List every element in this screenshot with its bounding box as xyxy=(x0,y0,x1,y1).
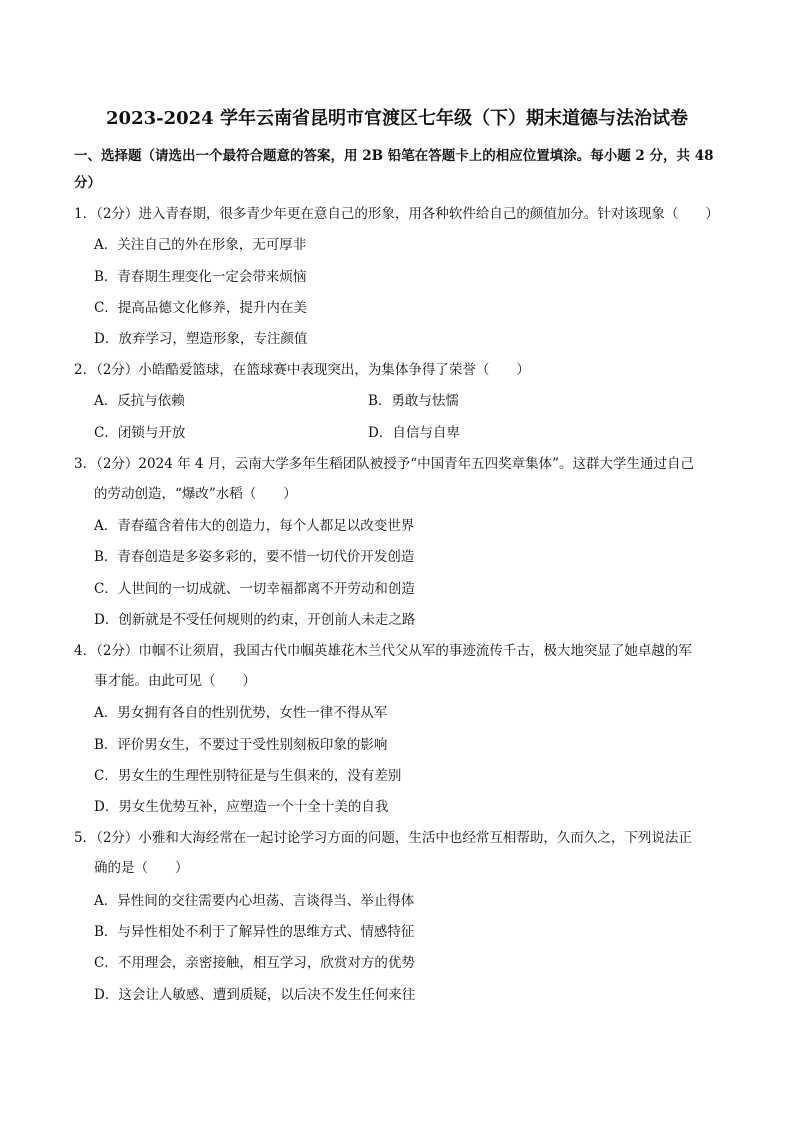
question-1-option-d: D．放弃学习，塑造形象，专注颜值 xyxy=(94,331,308,347)
question-stem: 3．（2分）2024 年 4 月，云南大学多年生稻团队被授予“中国青年五四奖章集体”。这群大学生通过自己 xyxy=(74,456,695,472)
question-1-option-c: C．提高品德文化修养，提升内在美 xyxy=(94,300,307,316)
question-1-stem xyxy=(74,199,734,229)
question-stem: 4．（2分）巾帼不让须眉，我国古代巾帼英雄花木兰代父从军的事迹流传千古，极大地突显了她卓越的军 xyxy=(74,643,692,659)
question-5-option-c: C．不用理会，亲密接触，相互学习，欣赏对方的优势 xyxy=(94,955,415,971)
question-3-option-a: A．青春蕴含着伟大的创造力，每个人都足以改变世界 xyxy=(94,518,415,534)
question-3-option-d: D．创新就是不受任何规则的约束，开创前人未走之路 xyxy=(94,612,416,628)
question-stem: 1．（2分）进入青春期，很多青少年更在意自己的形象，用各种软件给自己的颜值加分。针对该现象（ ） xyxy=(74,206,719,222)
question-stem-continued: 事才能。由此可见（ ） xyxy=(94,673,256,689)
question-3-stem xyxy=(74,449,734,509)
question-4-option-c: C．男女生的生理性别特征是与生俱来的，没有差别 xyxy=(94,768,402,784)
page-title: 2023-2024 学年云南省昆明市官渡区七年级（下）期末道德与法治试卷 xyxy=(106,108,688,129)
question-5-option-a: A．异性间的交往需要内心坦荡、言谈得当、举止得体 xyxy=(94,893,415,909)
question-stem-continued: 的劳动创造，“爆改”水稻（ ） xyxy=(94,486,297,502)
question-2-option-a: A．反抗与依赖 xyxy=(94,393,185,409)
section-heading-line1: 一、选择题（请选出一个最符合题意的答案，用 2B 铅笔在答题卡上的相应位置填涂。每小题 2 分，共 48 xyxy=(74,148,714,164)
question-2-option-b: B．勇敢与怯懦 xyxy=(368,393,459,409)
question-1-option-b: B．青春期生理变化一定会带来烦恼 xyxy=(94,269,307,285)
question-3-option-c: C．人世间的一切成就、一切幸福都离不开劳动和创造 xyxy=(94,581,415,597)
section-heading-line2: 分） xyxy=(74,175,101,191)
question-stem: 2．（2分）小皓酷爱篮球，在篮球赛中表现突出，为集体争得了荣誉（ ） xyxy=(74,362,530,378)
question-2-stem xyxy=(74,355,734,385)
question-1-option-a: A．关注自己的外在形象，无可厚非 xyxy=(94,237,307,253)
section-heading xyxy=(74,141,724,198)
question-3-option-b: B．青春创造是多姿多彩的，要不惜一切代价开发创造 xyxy=(94,549,415,565)
question-2-option-d: D．自信与自卑 xyxy=(368,425,460,441)
question-5-option-d: D．这会让人敏感、遭到质疑，以后决不发生任何来往 xyxy=(94,987,416,1003)
question-4-option-a: A．男女拥有各自的性别优势，女性一律不得从军 xyxy=(94,705,388,721)
question-4-option-b: B．评价男女生，不要过于受性别刻板印象的影响 xyxy=(94,737,388,753)
question-4-option-d: D．男女生优势互补，应塑造一个十全十美的自我 xyxy=(94,799,389,815)
question-2-option-c: C．闭锁与开放 xyxy=(94,425,186,441)
question-5-option-b: B．与异性相处不利于了解异性的思维方式、情感特征 xyxy=(94,924,415,940)
question-stem-continued: 确的是（ ） xyxy=(94,860,189,876)
question-4-stem xyxy=(74,636,734,696)
question-5-stem xyxy=(74,823,734,883)
question-stem: 5．（2分）小雅和大海经常在一起讨论学习方面的问题，生活中也经常互相帮助，久而久之，下列说法正 xyxy=(74,830,692,846)
